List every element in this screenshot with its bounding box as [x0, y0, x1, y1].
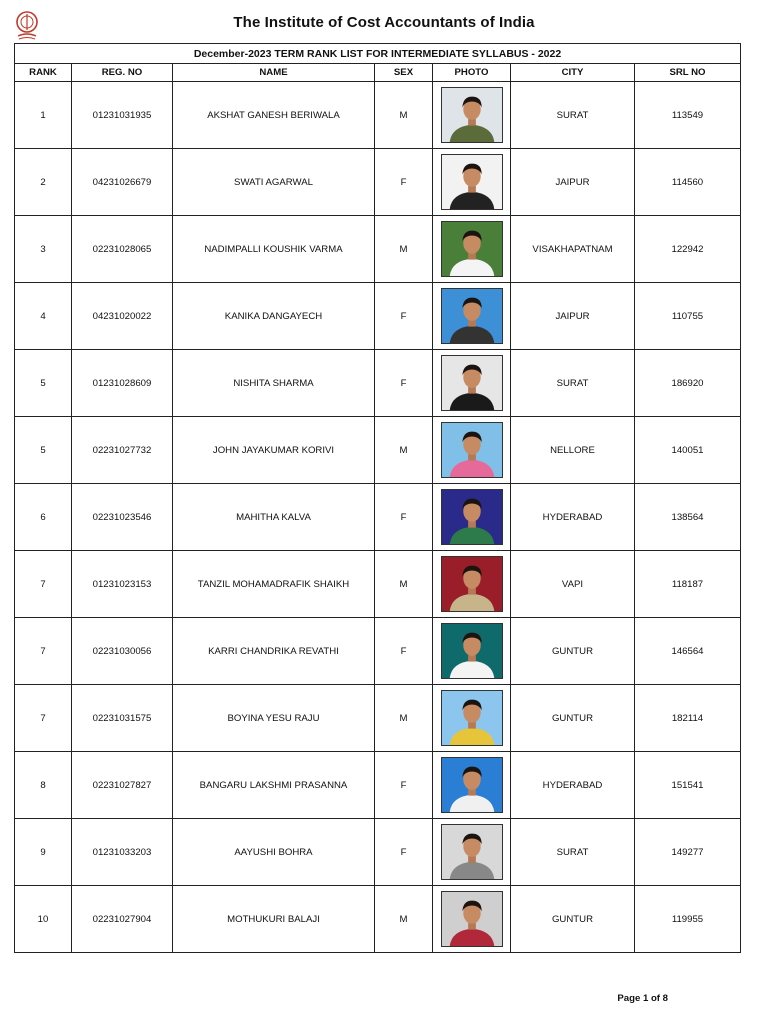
table-row [15, 417, 741, 484]
rank-cell: 6 [15, 484, 72, 551]
rank-cell: 7 [15, 685, 72, 752]
name-cell: TANZIL MOHAMADRAFIK SHAIKH [173, 551, 375, 618]
photo-cell [433, 685, 511, 752]
person-silhouette-icon [442, 758, 502, 812]
rank-cell: 2 [15, 149, 72, 216]
srl-no-cell: 186920 [635, 350, 741, 417]
reg-no-cell: 04231020022 [72, 283, 173, 350]
candidate-photo [441, 154, 503, 210]
sex-cell: M [375, 216, 433, 283]
sex-cell: M [375, 417, 433, 484]
srl-no-cell: 138564 [635, 484, 741, 551]
name-cell: BOYINA YESU RAJU [173, 685, 375, 752]
srl-no-cell: 182114 [635, 685, 741, 752]
column-header-srl-no: SRL NO [635, 64, 741, 82]
sex-cell: F [375, 484, 433, 551]
table-row [15, 350, 741, 417]
table-row [15, 819, 741, 886]
name-cell: MAHITHA KALVA [173, 484, 375, 551]
table-row [15, 484, 741, 551]
rank-cell: 1 [15, 82, 72, 149]
document-title: The Institute of Cost Accountants of India [233, 14, 535, 31]
person-silhouette-icon [442, 155, 502, 209]
city-cell: JAIPUR [511, 149, 635, 216]
rank-cell: 7 [15, 551, 72, 618]
photo-cell [433, 216, 511, 283]
rank-cell: 4 [15, 283, 72, 350]
table-row [15, 82, 741, 149]
srl-no-cell: 151541 [635, 752, 741, 819]
city-cell: GUNTUR [511, 886, 635, 953]
person-silhouette-icon [442, 356, 502, 410]
rank-cell: 5 [15, 417, 72, 484]
column-header-city: CITY [511, 64, 635, 82]
sex-cell: F [375, 283, 433, 350]
rank-cell: 10 [15, 886, 72, 953]
table-row [15, 752, 741, 819]
person-silhouette-icon [442, 222, 502, 276]
reg-no-cell: 01231031935 [72, 82, 173, 149]
column-header-name: NAME [173, 64, 375, 82]
sex-cell: M [375, 886, 433, 953]
reg-no-cell: 02231027827 [72, 752, 173, 819]
city-cell: VISAKHAPATNAM [511, 216, 635, 283]
city-cell: SURAT [511, 82, 635, 149]
person-silhouette-icon [442, 557, 502, 611]
candidate-photo [441, 690, 503, 746]
name-cell: JOHN JAYAKUMAR KORIVI [173, 417, 375, 484]
reg-no-cell: 02231027732 [72, 417, 173, 484]
candidate-photo [441, 556, 503, 612]
person-silhouette-icon [442, 624, 502, 678]
person-silhouette-icon [442, 490, 502, 544]
city-cell: SURAT [511, 350, 635, 417]
name-cell: MOTHUKURI BALAJI [173, 886, 375, 953]
reg-no-cell: 02231031575 [72, 685, 173, 752]
column-header-rank: RANK [15, 64, 72, 82]
sex-cell: F [375, 819, 433, 886]
table-row [15, 886, 741, 953]
name-cell: BANGARU LAKSHMI PRASANNA [173, 752, 375, 819]
rank-cell: 8 [15, 752, 72, 819]
city-cell: GUNTUR [511, 618, 635, 685]
srl-no-cell: 118187 [635, 551, 741, 618]
candidate-photo [441, 221, 503, 277]
person-silhouette-icon [442, 289, 502, 343]
name-cell: SWATI AGARWAL [173, 149, 375, 216]
photo-cell [433, 551, 511, 618]
rank-list-heading-row [15, 44, 741, 64]
srl-no-cell: 146564 [635, 618, 741, 685]
candidate-photo [441, 623, 503, 679]
sex-cell: F [375, 149, 433, 216]
person-silhouette-icon [442, 88, 502, 142]
person-silhouette-icon [442, 825, 502, 879]
sex-cell: M [375, 82, 433, 149]
column-header-sex: SEX [375, 64, 433, 82]
sex-cell: F [375, 350, 433, 417]
photo-cell [433, 618, 511, 685]
reg-no-cell: 04231026679 [72, 149, 173, 216]
sex-cell: F [375, 752, 433, 819]
photo-cell [433, 484, 511, 551]
reg-no-cell: 01231028609 [72, 350, 173, 417]
srl-no-cell: 110755 [635, 283, 741, 350]
name-cell: KARRI CHANDRIKA REVATHI [173, 618, 375, 685]
city-cell: JAIPUR [511, 283, 635, 350]
candidate-photo [441, 355, 503, 411]
sex-cell: M [375, 685, 433, 752]
page-number: Page 1 of 8 [617, 993, 668, 1004]
candidate-photo [441, 489, 503, 545]
candidate-photo [441, 891, 503, 947]
candidate-photo [441, 288, 503, 344]
table-row [15, 149, 741, 216]
reg-no-cell: 02231027904 [72, 886, 173, 953]
person-silhouette-icon [442, 892, 502, 946]
candidate-photo [441, 422, 503, 478]
reg-no-cell: 01231023153 [72, 551, 173, 618]
column-header-reg-no: REG. NO [72, 64, 173, 82]
srl-no-cell: 140051 [635, 417, 741, 484]
person-silhouette-icon [442, 423, 502, 477]
city-cell: NELLORE [511, 417, 635, 484]
table-row [15, 283, 741, 350]
name-cell: KANIKA DANGAYECH [173, 283, 375, 350]
rank-cell: 7 [15, 618, 72, 685]
photo-cell [433, 417, 511, 484]
sex-cell: F [375, 618, 433, 685]
city-cell: HYDERABAD [511, 752, 635, 819]
reg-no-cell: 02231030056 [72, 618, 173, 685]
photo-cell [433, 819, 511, 886]
srl-no-cell: 149277 [635, 819, 741, 886]
photo-cell [433, 886, 511, 953]
rank-cell: 5 [15, 350, 72, 417]
sex-cell: M [375, 551, 433, 618]
city-cell: VAPI [511, 551, 635, 618]
person-silhouette-icon [442, 691, 502, 745]
rank-cell: 3 [15, 216, 72, 283]
name-cell: NISHITA SHARMA [173, 350, 375, 417]
reg-no-cell: 02231023546 [72, 484, 173, 551]
column-header-photo: PHOTO [433, 64, 511, 82]
name-cell: AKSHAT GANESH BERIWALA [173, 82, 375, 149]
table-row [15, 216, 741, 283]
photo-cell [433, 283, 511, 350]
candidate-photo [441, 757, 503, 813]
candidate-photo [441, 87, 503, 143]
candidate-photo [441, 824, 503, 880]
table-row [15, 551, 741, 618]
rank-list-heading: December-2023 TERM RANK LIST FOR INTERMEDIATE SYLLABUS - 2022 [15, 44, 741, 64]
table-row [15, 618, 741, 685]
table-row [15, 685, 741, 752]
column-header-row [15, 64, 741, 82]
srl-no-cell: 119955 [635, 886, 741, 953]
photo-cell [433, 350, 511, 417]
srl-no-cell: 113549 [635, 82, 741, 149]
photo-cell [433, 149, 511, 216]
rank-cell: 9 [15, 819, 72, 886]
rank-list-table [14, 43, 741, 953]
city-cell: SURAT [511, 819, 635, 886]
reg-no-cell: 01231033203 [72, 819, 173, 886]
city-cell: HYDERABAD [511, 484, 635, 551]
city-cell: GUNTUR [511, 685, 635, 752]
name-cell: NADIMPALLI KOUSHIK VARMA [173, 216, 375, 283]
reg-no-cell: 02231028065 [72, 216, 173, 283]
srl-no-cell: 114560 [635, 149, 741, 216]
srl-no-cell: 122942 [635, 216, 741, 283]
photo-cell [433, 752, 511, 819]
name-cell: AAYUSHI BOHRA [173, 819, 375, 886]
photo-cell [433, 82, 511, 149]
